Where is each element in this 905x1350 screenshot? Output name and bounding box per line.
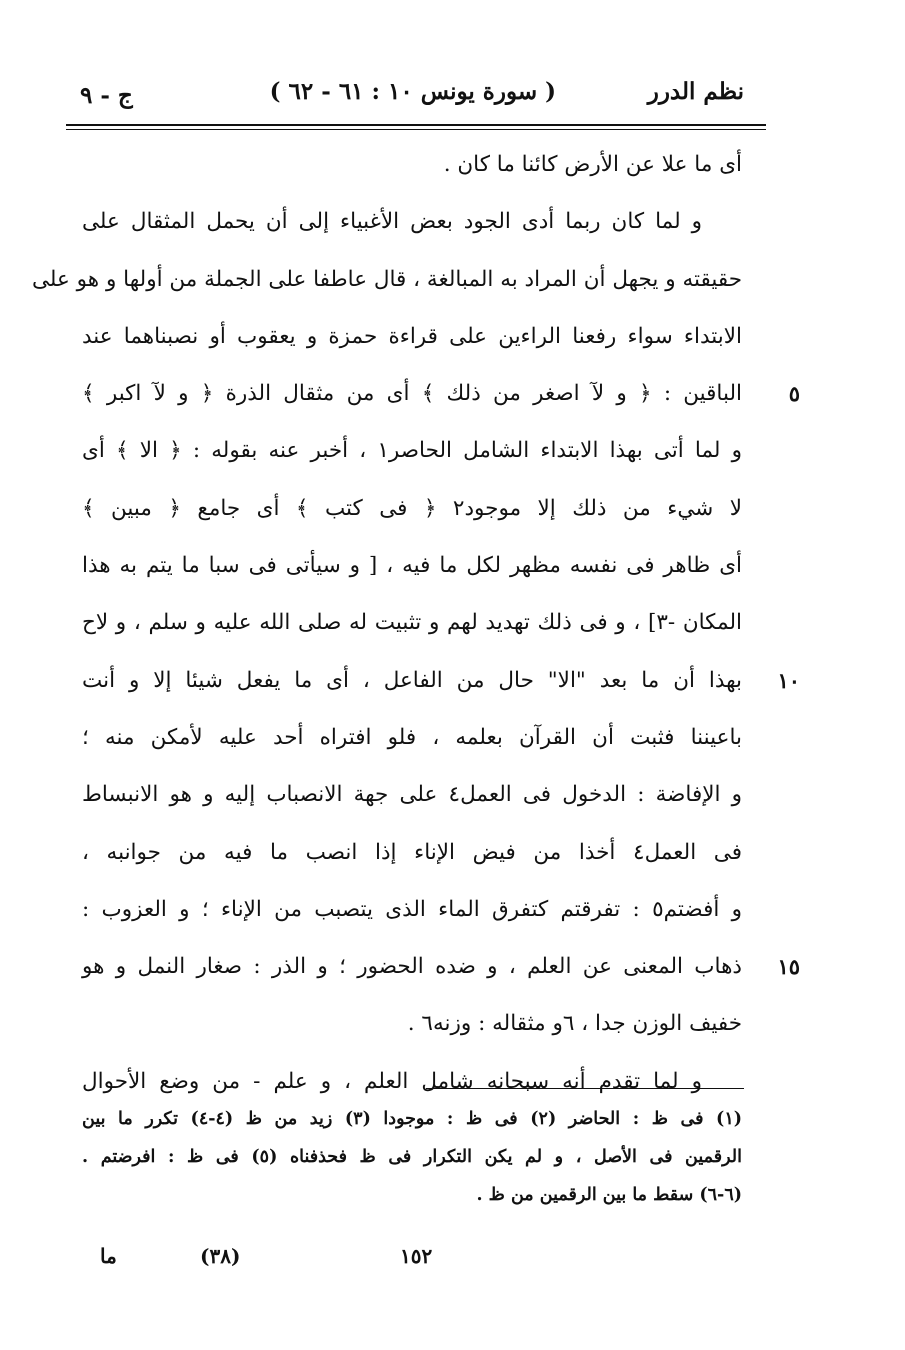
line-text: باعيننا فثبت أن القرآن بعلمه ، فلو افتراه أحد عليه لأمكن منه ؛ [82,724,742,750]
footnote-line [82,1138,742,1176]
text-line [82,365,800,422]
page-number: ١٥٢ [400,1244,433,1268]
book-title: نظم الدرر [647,78,744,105]
text-line [82,136,742,193]
line-text: و لما كان ربما أدى الجود بعض الأغبياء إلى أن يحمل المثقال على [82,209,702,235]
text-line [82,193,742,250]
text-line [31,251,742,308]
surah-reference: ( سورة يونس ١٠ : ٦١ - ٦٢ ) [269,78,556,105]
line-text: المكان -٣] ، و فى ذلك تهديد لهم و تثبيت له صلى الله عليه و سلم ، و لاح [82,610,742,636]
footnote-line [82,1176,742,1214]
line-text: خفيف الوزن جدا ، ٦و مثقاله : وزنه٦ . [407,1011,742,1037]
catchword: ما [100,1244,117,1268]
line-text: و لما أتى بهذا الابتداء الشامل الحاصر١ ، أخبر عنه بقوله : ﴿ الا ﴾ أى [82,438,742,464]
text-line [82,824,742,881]
line-text: أى ظاهر فى نفسه مظهر لكل ما فيه ، [ و سيأتى فى سبا ما يتم به هذا [82,553,742,579]
line-text: و لما تقدم أنه سبحانه شامل العلم ، و علم - من وضع الأحوال [82,1068,702,1094]
line-text: الباقين : ﴿ و لآ اصغر من ذلك ﴾ أى من مثقال الذرة ﴿ و لآ اكبر ﴾ [82,381,742,407]
header-rule-thin [66,129,766,130]
line-text: حقيقته و يجهل أن المراد به المبالغة ، قال عاطفا على الجملة من أولها و هو على [31,266,742,292]
line-text: و الإفاضة : الدخول فى العمل٤ على جهة الانصباب إليه و هو الانبساط [82,782,743,808]
footnote-rule [426,1088,744,1089]
running-header [80,72,744,116]
page-footer [100,1244,500,1280]
part-reference: ج - ٩ [80,82,133,109]
text-line [82,594,742,651]
text-line [82,766,742,823]
line-text: و أفضتم٥ : تفرقتم كتفرق الماء الذى يتصبب من الإناء ؛ و العزوب : [82,896,742,922]
footnote-text: (٦-٦) سقط ما بين الرقمين من ظ . [476,1185,742,1205]
main-text [31,136,800,1110]
line-text: ذهاب المعنى عن العلم ، و ضده الحضور ؛ و الذر : صغار النمل و هو [82,954,742,980]
line-text: بهذا أن ما بعد "الا" حال من الفاعل ، أى ما يفعل شيئا إلا و أنت [82,667,742,693]
line-text: أى ما علا عن الأرض كائنا ما كان . [443,152,742,177]
text-line [82,938,800,995]
text-line [82,308,742,365]
footnote-text: الرقمين فى الأصل ، و لم يكن التكرار فى ظ فحذفناه (٥) فى ظ : افرضتم . [82,1147,742,1167]
footnote-line [82,1100,742,1138]
signature-mark: (٣٨) [200,1244,241,1268]
text-line [82,995,742,1052]
text-line [82,480,742,537]
line-number: ١٠ [777,667,800,693]
text-line [82,537,742,594]
footnotes [82,1100,742,1214]
line-text: الابتداء سواء رفعنا الراءين على قراءة حمزة و يعقوب أو نصبناهما عند [82,323,742,349]
text-line [82,709,742,766]
line-number: ١٥ [777,954,800,980]
text-line [82,881,742,938]
text-line [82,422,742,479]
header-rule [66,124,766,126]
footnote-text: (١) فى ظ : الحاضر (٢) فى ظ : موجودا (٣) زيد من ظ (٤-٤) تكرر ما بين [82,1109,742,1129]
line-number: ٥ [788,381,800,407]
line-text: فى العمل٤ أخذا من فيض الإناء إذا انصب ما فيه من جوانبه ، [82,839,743,865]
line-text: لا شيء من ذلك إلا موجود٢ ﴿ فى كتب ﴾ أى جامع ﴿ مبين ﴾ [82,495,742,521]
text-line [82,652,800,709]
